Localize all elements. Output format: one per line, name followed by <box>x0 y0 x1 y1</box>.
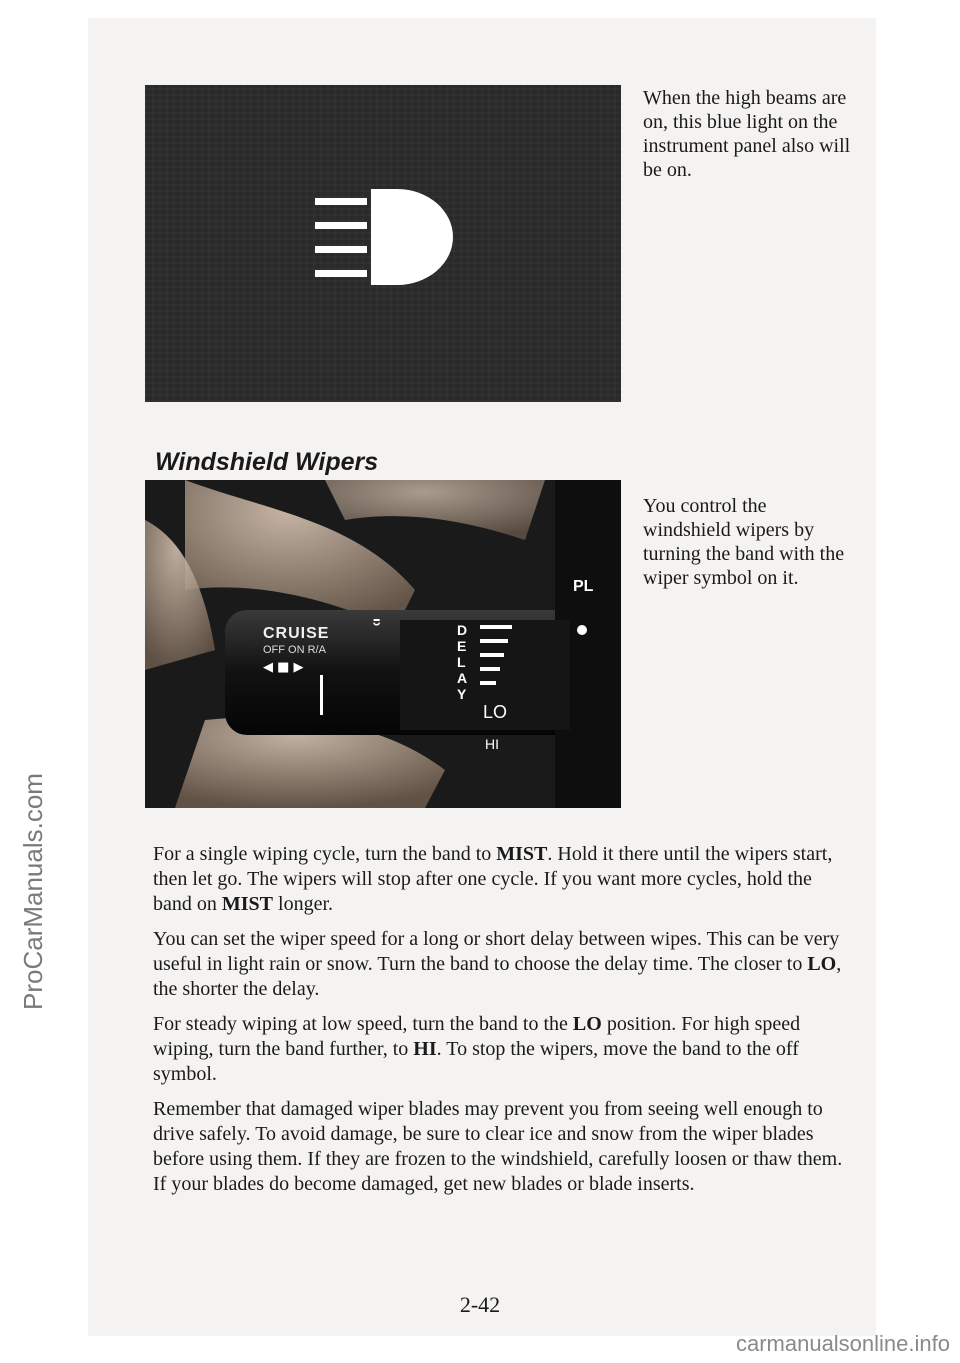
paragraph-speed: For steady wiping at low speed, turn the band to the LO position. For high speed wiping, turn the band further, to HI. To stop the wipers, move the band to the off symbol. <box>153 1013 801 1085</box>
paragraph-delay: You can set the wiper speed for a long or short delay between wipes. This can be very useful in light rain or snow. Turn the band to choose the delay time. The closer to LO, the shorter the delay. <box>153 928 842 1000</box>
cruise-arrows-icon: ◀ ■ ▶ <box>263 660 304 675</box>
wiper-control-photo <box>145 480 621 808</box>
high-beam-icon <box>145 85 621 402</box>
cruise-modes-label: OFF ON R/A <box>263 644 326 656</box>
wiper-caption: You control the windshield wipers by turning the band with the wiper symbol on it. <box>643 495 845 589</box>
page-number: 2-42 <box>459 1292 501 1317</box>
section-heading: Windshield Wipers <box>155 448 379 476</box>
body-text <box>153 842 853 1207</box>
edge-label: PL <box>573 578 594 595</box>
delay-label: D E L A Y <box>457 622 468 702</box>
band-marker <box>320 675 323 715</box>
wiper-symbol-icon: ⏒ <box>373 612 381 637</box>
mist-dot-icon <box>577 625 587 635</box>
lo-label: LO <box>483 702 508 722</box>
paragraph-mist: For a single wiping cycle, turn the band to MIST. Hold it there until the wipers start, then let go. The wipers will stop after one cycle. If you want more cycles, hold the band on MIST longer. <box>153 843 833 915</box>
paragraph-blades: Remember that damaged wiper blades may prevent you from seeing well enough to drive safely. To avoid damage, be sure to clear ice and snow from the wiper blades before using them. If they are frozen to the windshield, carefully loosen or thaw them. If your blades do become damaged, get new blades or blade inserts. <box>153 1098 843 1195</box>
bottom-watermark: carmanualsonline.info <box>735 1331 950 1356</box>
side-watermark: ProCarManuals.com <box>18 773 48 1010</box>
high-beam-caption: When the high beams are on, this blue light on the instrument panel also will be on. <box>643 87 851 181</box>
high-beam-photo <box>145 85 621 402</box>
wiper-stalk-illustration <box>145 480 621 808</box>
hi-label: HI <box>485 736 499 752</box>
delay-bars-icon <box>480 625 512 685</box>
cruise-label: CRUISE <box>263 625 330 642</box>
